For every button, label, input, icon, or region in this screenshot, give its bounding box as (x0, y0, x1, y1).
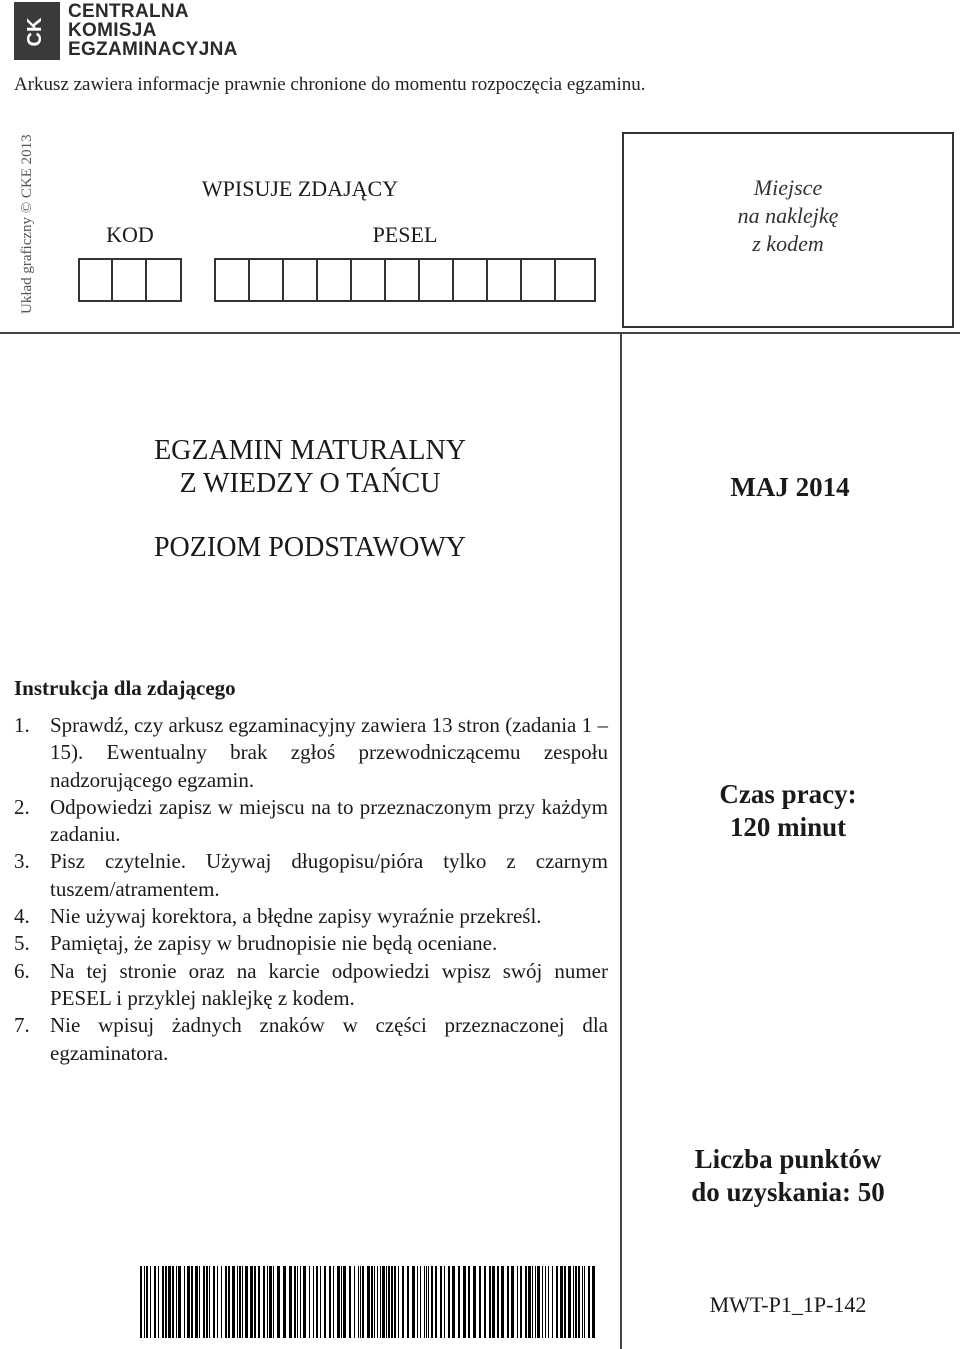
working-time-value: 120 minut (729, 812, 847, 842)
barcode-bar (492, 1266, 495, 1338)
barcode-bar (552, 1266, 553, 1338)
barcode-bar (150, 1266, 151, 1338)
barcode-bar (250, 1266, 253, 1338)
sheet-code: MWT-P1_1P-142 (709, 1292, 867, 1317)
barcode-bar (343, 1266, 346, 1338)
sticker-line-3: z kodem (752, 231, 824, 256)
barcode-bar (417, 1266, 418, 1338)
barcode-bar (313, 1266, 314, 1338)
candidate-heading: WPISUJE ZDAJĄCY (201, 176, 399, 201)
barcode-bar (386, 1266, 387, 1338)
barcode-bar (184, 1266, 185, 1338)
pesel-cell[interactable] (488, 260, 522, 300)
barcode-bar (507, 1266, 509, 1338)
barcode-bar (187, 1266, 190, 1338)
barcode-bar (140, 1266, 142, 1338)
barcode-bar (362, 1266, 364, 1338)
barcode-bar (358, 1266, 359, 1338)
barcode-bar (258, 1266, 260, 1338)
barcode-bar (374, 1266, 375, 1338)
barcode-bar (354, 1266, 355, 1338)
barcode-bar (501, 1266, 504, 1338)
legal-notice: Arkusz zawiera informacje prawnie chronione do momentu rozpoczęcia egzaminu. (14, 74, 646, 95)
pesel-input-cells[interactable] (214, 258, 596, 302)
barcode-bar (473, 1266, 476, 1338)
instruction-number: 6. (14, 958, 30, 983)
instruction-text: Pamiętaj, że zapisy w brudnopisie nie będą oceniane. (50, 931, 498, 956)
barcode-bar (528, 1266, 531, 1338)
barcode-bar (146, 1266, 148, 1338)
instructions-list (14, 712, 608, 1067)
barcode-bar (294, 1266, 296, 1338)
instruction-item (14, 958, 608, 1013)
barcode-bar (360, 1266, 361, 1338)
barcode-bar (463, 1266, 466, 1338)
pesel-cell[interactable] (250, 260, 284, 300)
barcode-bar (497, 1266, 499, 1338)
barcode-bar (172, 1266, 174, 1338)
barcode-bar (452, 1266, 455, 1338)
barcode-bar (245, 1266, 248, 1338)
barcode-bar (273, 1266, 274, 1338)
barcode (140, 1266, 600, 1338)
kod-cell[interactable] (147, 260, 180, 300)
barcode-bar (225, 1266, 227, 1338)
barcode-bar (176, 1266, 177, 1338)
barcode-bar (582, 1266, 583, 1338)
barcode-bar (320, 1266, 321, 1338)
cke-logo-mark (14, 2, 60, 60)
barcode-bar (221, 1266, 222, 1338)
barcode-bar (380, 1266, 381, 1338)
barcode-bar (154, 1266, 156, 1338)
instruction-number: 1. (14, 713, 30, 737)
barcode-bar (162, 1266, 164, 1338)
barcode-bar (402, 1266, 404, 1338)
pesel-label: PESEL (372, 222, 438, 247)
barcode-bar (289, 1266, 292, 1338)
working-time-label: Czas pracy: (719, 779, 857, 809)
barcode-bar (377, 1266, 378, 1338)
kod-label: KOD (106, 222, 154, 247)
barcode-bar (203, 1266, 205, 1338)
barcode-bar (435, 1266, 437, 1338)
barcode-bar (520, 1266, 522, 1338)
barcode-bar (560, 1266, 563, 1338)
barcode-bar (535, 1266, 536, 1338)
barcode-bar (592, 1266, 595, 1338)
exam-level: POZIOM PODSTAWOWY (153, 532, 467, 563)
barcode-bar (303, 1266, 306, 1338)
exam-date: MAJ 2014 (730, 472, 850, 502)
barcode-bar (575, 1266, 577, 1338)
barcode-bar (333, 1266, 334, 1338)
barcode-bar (144, 1266, 145, 1338)
instructions-heading: Instrukcja dla zdającego (14, 676, 236, 700)
barcode-bar (168, 1266, 171, 1338)
barcode-bar (564, 1266, 566, 1338)
pesel-cell[interactable] (216, 260, 250, 300)
barcode-bar (479, 1266, 481, 1338)
barcode-bar (420, 1266, 421, 1338)
header-divider (0, 332, 960, 334)
instruction-item (14, 794, 608, 849)
max-points-label: Liczba punktów (694, 1144, 882, 1174)
cke-logo-text (68, 2, 238, 59)
barcode-bar (588, 1266, 590, 1338)
barcode-bar (309, 1266, 310, 1338)
barcode-bar (542, 1266, 543, 1338)
barcode-bar (573, 1266, 574, 1338)
pesel-cell[interactable] (454, 260, 488, 300)
exam-title (90, 434, 530, 500)
barcode-bar (254, 1266, 256, 1338)
instruction-text: Nie wpisuj żadnych znaków w części przeznaczonej dla egzaminatora. (50, 1013, 608, 1065)
instruction-item (14, 712, 608, 794)
barcode-bar (263, 1266, 265, 1338)
barcode-bar (337, 1266, 340, 1338)
instruction-number: 2. (14, 794, 30, 819)
instruction-number: 7. (14, 1013, 30, 1038)
sticker-line-2: na naklejkę (737, 203, 839, 228)
barcode-bar (545, 1266, 546, 1338)
barcode-bar (324, 1266, 326, 1338)
barcode-bar (300, 1266, 301, 1338)
barcode-bar (440, 1266, 442, 1338)
barcode-bar (548, 1266, 549, 1338)
exam-title-line-2: Z WIEDZY O TAŃCU (179, 468, 441, 499)
instruction-number: 3. (14, 849, 30, 874)
barcode-bar (371, 1266, 373, 1338)
barcode-bar (511, 1266, 514, 1338)
barcode-bar (178, 1266, 181, 1338)
kod-cell[interactable] (80, 260, 113, 300)
barcode-bar (316, 1266, 318, 1338)
sticker-line-1: Miejsce (753, 175, 823, 200)
pesel-cell[interactable] (318, 260, 352, 300)
barcode-bar (428, 1266, 429, 1338)
sticker-placeholder-text (622, 174, 954, 258)
graphic-credit: Układ graficzny © CKE 2013 (19, 134, 35, 314)
barcode-bar (394, 1266, 396, 1338)
barcode-bar (206, 1266, 208, 1338)
barcode-bar (341, 1266, 342, 1338)
logo-line-3: EGZAMINACYJNA (68, 39, 238, 60)
instruction-text: Pisz czytelnie. Używaj długopisu/pióra tylko z czarnym tuszem/atramentem. (50, 849, 608, 901)
barcode-bar (448, 1266, 450, 1338)
barcode-bar (556, 1266, 558, 1338)
logo-line-2: KOMISJA (68, 20, 157, 41)
barcode-bar (426, 1266, 427, 1338)
barcode-bar (165, 1266, 167, 1338)
barcode-bar (213, 1266, 215, 1338)
barcode-bar (382, 1266, 385, 1338)
instruction-item (14, 1012, 608, 1067)
barcode-bar (525, 1266, 527, 1338)
barcode-bar (431, 1266, 433, 1338)
max-points (622, 1143, 954, 1209)
pesel-cell[interactable] (420, 260, 454, 300)
pesel-cell[interactable] (352, 260, 386, 300)
instruction-item (14, 903, 608, 930)
barcode-bar (191, 1266, 193, 1338)
pesel-cell[interactable] (284, 260, 318, 300)
barcode-bar (388, 1266, 390, 1338)
barcode-bar (532, 1266, 533, 1338)
instruction-number: 5. (14, 931, 30, 956)
barcode-bar (407, 1266, 409, 1338)
barcode-bar (269, 1266, 272, 1338)
kod-input-cells[interactable] (78, 258, 182, 302)
barcode-bar (468, 1266, 470, 1338)
max-points-value: do uzyskania: 50 (691, 1177, 885, 1207)
barcode-bar (568, 1266, 571, 1338)
pesel-cell[interactable] (556, 260, 590, 300)
pesel-cell[interactable] (386, 260, 420, 300)
barcode-bar (237, 1266, 238, 1338)
working-time (622, 778, 954, 844)
pesel-cell[interactable] (522, 260, 556, 300)
barcode-bar (158, 1266, 159, 1338)
barcode-bar (283, 1266, 286, 1338)
barcode-bar (228, 1266, 230, 1338)
instruction-text: Sprawdź, czy arkusz egzaminacyjny zawiera 13 stron (zadania 1 – 15). Ewentualny brak zgłoś przewodniczącemu zespołu nadzorującego egzamin. (50, 713, 608, 792)
logo-mark-letters: CK (24, 17, 46, 47)
instruction-item (14, 848, 608, 903)
exam-title-line-1: EGZAMIN MATURALNY (154, 435, 466, 466)
barcode-bar (412, 1266, 415, 1338)
instruction-item (14, 930, 608, 957)
barcode-bar (444, 1266, 445, 1338)
barcode-bar (217, 1266, 218, 1338)
barcode-bar (391, 1266, 393, 1338)
instruction-text: Odpowiedzi zapisz w miejscu na to przeznaczonym przy każdym zadaniu. (50, 794, 608, 847)
barcode-bar (199, 1266, 200, 1338)
barcode-bar (242, 1266, 243, 1338)
logo-line-1: CENTRALNA (68, 1, 189, 22)
barcode-bar (367, 1266, 370, 1338)
barcode-bar (537, 1266, 540, 1338)
barcode-bar (424, 1266, 425, 1338)
kod-cell[interactable] (113, 260, 146, 300)
barcode-bar (297, 1266, 298, 1338)
barcode-bar (578, 1266, 580, 1338)
instruction-text: Nie używaj korektora, a błędne zapisy wyraźnie przekreśl. (50, 904, 542, 929)
barcode-bar (584, 1266, 585, 1338)
barcode-bar (484, 1266, 486, 1338)
instruction-text: Na tej stronie oraz na karcie odpowiedzi wpisz swój numer PESEL i przyklej naklejkę z kodem. (50, 958, 608, 1010)
barcode-bar (267, 1266, 268, 1338)
barcode-bar (398, 1266, 399, 1338)
barcode-bar (329, 1266, 331, 1338)
barcode-bar (232, 1266, 235, 1338)
barcode-bar (349, 1266, 351, 1338)
barcode-bar (239, 1266, 241, 1338)
instruction-number: 4. (14, 904, 30, 929)
barcode-bar (277, 1266, 280, 1338)
barcode-bar (458, 1266, 460, 1338)
barcode-bar (195, 1266, 198, 1338)
barcode-bar (209, 1266, 210, 1338)
barcode-bar (489, 1266, 491, 1338)
barcode-bar (517, 1266, 518, 1338)
